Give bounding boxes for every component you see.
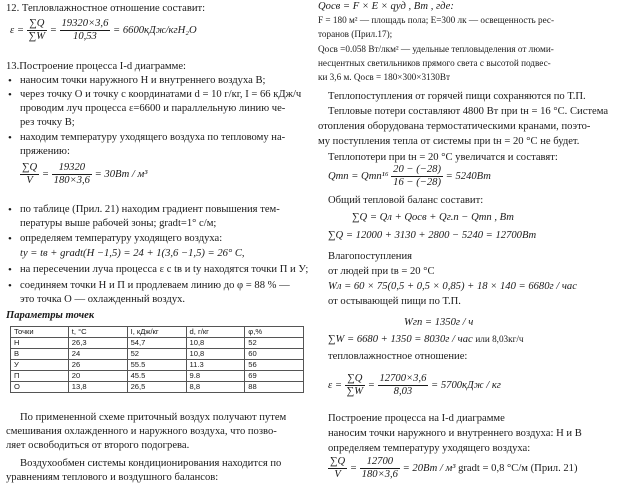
paragraph-line: несцентных светильников прямого света с высотой подвес- [318,58,551,68]
table-cell: О [11,382,69,393]
value-fraction: $\frac{19320\times 3,6}{10,53}$ [61,18,109,43]
table-cell: 26,5 [127,382,186,393]
list-item: • на пересечении луча процесса ε с tв и tу находятся точки П и У; [6,263,310,277]
table-cell: 26,3 [68,338,127,349]
table-cell: 24 [68,349,127,360]
table-cell: 10,8 [186,349,245,360]
paragraph-line: Влагопоступления [328,251,413,262]
list-item: • соединяем точки Н и П и продлеваем линию до φ = 88 % — [6,279,310,293]
moisture-food-formula: Wгп = 1350г / ч [404,317,474,328]
paragraph-line: ляет освободиться от второго подогрева. [6,440,190,451]
paragraph-line: ки 3,6 м. Qосв = 180×300×3130Вт [318,72,450,82]
table-cell: 20 [68,371,127,382]
table-cell: 56 [245,360,304,371]
table-cell: 8,8 [186,382,245,393]
table-row [11,371,304,382]
list-item-cont: рез точку В; [20,117,75,128]
heat-moisture-ratio-formula: ε = $\frac{\sum Q}{\sum W}$ = $\frac{19320\times 3,6}{10,53}$ = 6600кДж/кгH₂O [10,18,197,43]
paragraph-line: торанов (Прил.17); [318,29,393,39]
paragraph-line: F = 180 м² — площадь пола; E=300 лк — освещенность рес- [318,15,555,25]
paragraph-line: му поступления тепла от системы при tн = 20 °C не будет. [318,136,580,147]
paragraph-line: смешивания охлажденного и наружного воздуха, что позво- [6,426,277,437]
exhaust-temp-formula: tу = tв + gradt(H −1,5) = 24 + 1(3,6 −1,5) = 26° C, [20,248,245,259]
item-12-heading: 12. Тепловлажностное отношение составит: [6,3,206,14]
sum-fraction: $\frac{\sum Q}{\sum W}$ [28,18,46,43]
paragraph-line: Построение процесса на I-d диаграмме [328,413,505,424]
moisture-total-formula: ∑W = 6680 + 1350 = 8030г / час или 8,03кг/ч [328,334,524,345]
table-cell: 13,8 [68,382,127,393]
table-title: Параметры точек [6,310,95,321]
list-item-cont: пряжению: [20,146,70,157]
table-header: d, г/кг [186,327,245,338]
table-cell: 9.8 [186,371,245,382]
heat-moisture-ratio-formula-2: ε = $\frac{\sum Q}{\sum W}$ = $\frac{12700\times 3,6}{8,03}$ = 5700кДж / кг [328,373,501,398]
list-item: • определяем температуру уходящего воздуха: [6,232,222,246]
table-cell: У [11,360,69,371]
list-item-cont: это точка О — охлажденный воздух. [20,294,186,305]
paragraph-line: определяем температуру уходящего воздуха: [328,443,531,454]
table-cell: 88 [245,382,304,393]
paragraph-line: Теплопоступления от горячей пищи сохраняются по Т.П. [328,91,586,102]
points-table [10,326,304,393]
heat-balance-formula: ∑Q = Qл + Qосв + Qг.п − Qтп , Вт [352,212,514,223]
list-item: • через точку О и точку с координатами d = 10 г/кг, I = 66 кДж/ч [6,88,310,102]
paragraph-line: Теплопотери при tн = 20 °C увеличатся и составят: [328,152,558,163]
list-item-cont: пературы выше рабочей зоны; gradt=1° с/м; [20,218,217,229]
table-row [11,382,304,393]
heat-balance-result: ∑Q = 12000 + 3130 + 2800 − 5240 = 12700Вт [328,230,537,241]
paragraph-line: тепловлажностное отношение: [328,351,468,362]
table-cell: 10,8 [186,338,245,349]
table-header: I, кДж/кг [127,327,186,338]
table-cell: П [11,371,69,382]
list-item: • наносим точки наружного Н и внутреннего воздуха В; [6,74,310,88]
paragraph-line: Qосв =0.058 Вт/лкм² — удельные тепловыделения от люми- [318,44,554,54]
table-cell: Н [11,338,69,349]
table-cell: 54,7 [127,338,186,349]
table-cell: В [11,349,69,360]
table-header: φ,% [245,327,304,338]
paragraph-line: от остывающей пищи по Т.П. [328,296,461,307]
table-cell: 11.3 [186,360,245,371]
table-row [11,338,304,349]
lighting-heat-formula: Qосв = F × E × qуд , Вт , где: [318,1,454,12]
table-header-row [11,327,304,338]
table-row [11,360,304,371]
paragraph-line: отопления оборудована термостатическими кранами, поэто- [318,121,591,132]
paragraph-line: По примененной схеме приточный воздух получают путем [20,412,287,423]
table-cell: 52 [245,338,304,349]
table-cell: 26 [68,360,127,371]
formula-lhs: ε = [10,25,24,37]
paragraph-line: Тепловые потери составляют 4800 Вт при tн = 16 °C. Система [328,106,609,117]
heat-stress-formula: $\frac{\sum Q}{V}$ = $\frac{19320}{180\times 3,6}$ = 30Вт / м³ [22,162,148,187]
list-item: • по таблице (Прил. 21) находим градиент повышения тем- [6,203,310,217]
list-item: • находим температуру уходящего воздуха по тепловому на- [6,131,310,145]
item-13-heading: 13.Построение процесса I-d диаграмме: [6,61,186,72]
paragraph-line: наносим точки наружного и внутреннего воздуха: Н и В [328,428,582,439]
table-cell: 45.5 [127,371,186,382]
table-header: Точки [11,327,69,338]
table-cell: 60 [245,349,304,360]
paragraph-line: уравнениям теплового и воздушного балансов: [6,472,219,483]
heat-loss-formula: Qтп = Qтп¹⁶ $\frac{20 - (-28)}{16 - (-28)}$ = 5240Вт [328,164,491,189]
paragraph-line: Воздухообмен системы кондиционирования находится по [20,458,282,469]
list-item-cont: проводим луч процесса ε=6600 и параллельную линию че- [20,103,286,114]
table-header: t, °C [68,327,127,338]
table-row [11,349,304,360]
paragraph-line: Общий тепловой баланс составит: [328,195,484,206]
table-cell: 69 [245,371,304,382]
heat-stress-formula-2: $\frac{\sum Q}{V}$ = $\frac{12700}{180\times 3,6}$ = 20Вт / м³ gradt = 0,8 °C/м (Прил. 21) [330,456,578,481]
paragraph-line: от людей при tв = 20 °C [328,266,435,277]
table-cell: 52 [127,349,186,360]
moisture-people-formula: Wл = 60 × 75(0,5 + 0,5 × 0,85) + 18 × 140 = 6680г / час [328,281,577,292]
table-cell: 55.5 [127,360,186,371]
